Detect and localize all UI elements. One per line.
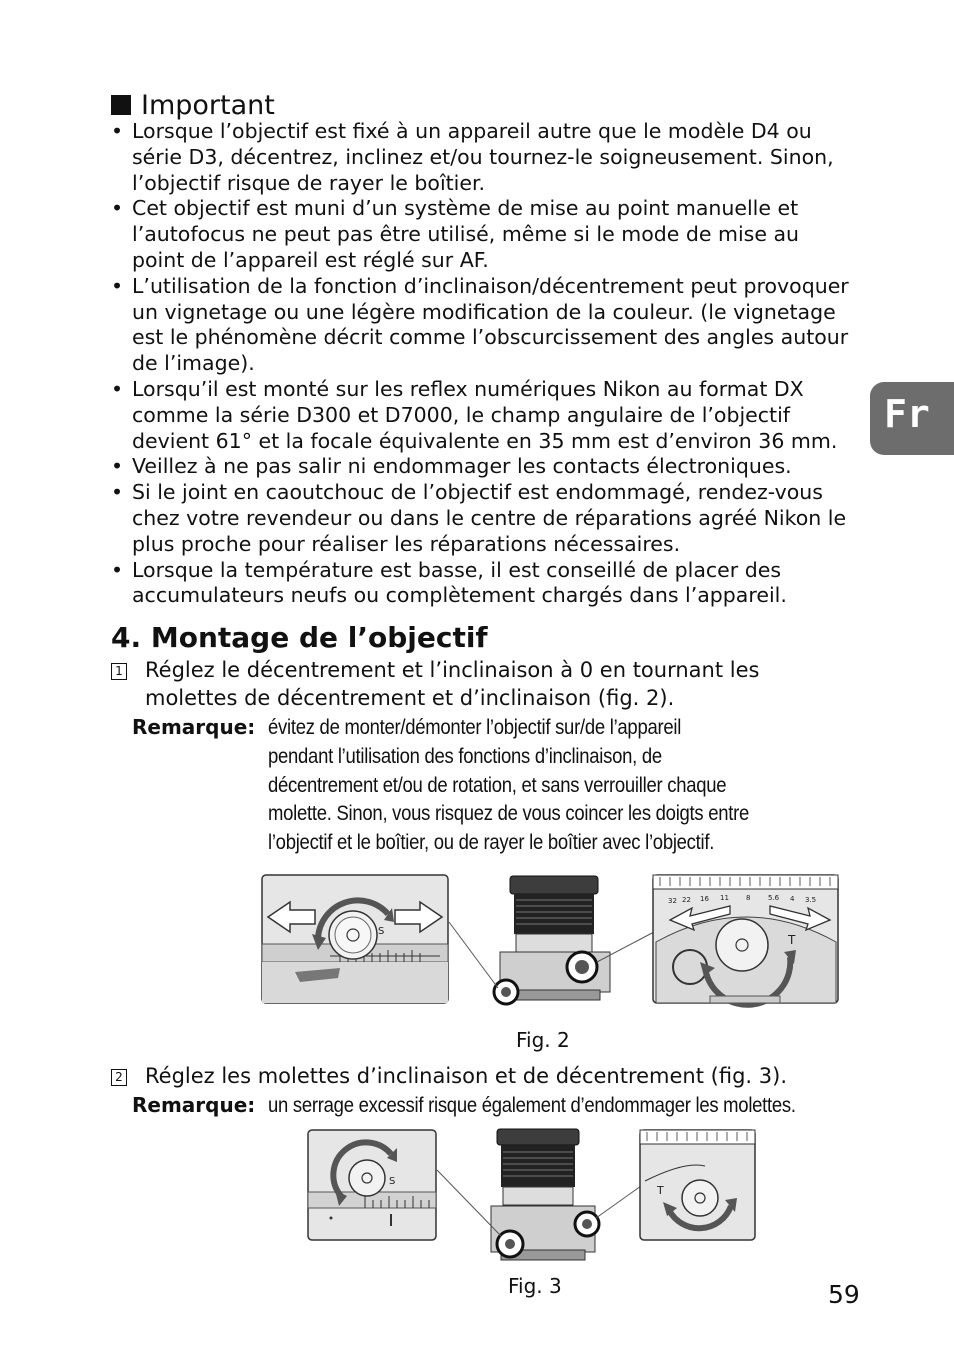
fig2-scale-number: 3.5 [805,896,817,904]
important-title: Important [141,90,275,121]
fig2-scale-number: 16 [700,895,709,903]
fig2-tilt-knob-panel [653,875,838,1005]
fig2-scale-number: 32 [668,897,677,905]
step1-remark-label: Remarque: [132,715,256,739]
fig2-lens [449,876,654,1004]
step1-remark-line: décentrement et/ou de rotation, et sans verrouiller chaque [268,774,727,797]
fig3-tilt-letter: T [657,1184,664,1197]
important-bullet-list [111,119,851,609]
black-square-icon [111,95,131,115]
fig3-lens [437,1129,641,1260]
language-tab [870,382,954,455]
fig2-scale-number: 5.6 [768,894,780,902]
fig2-illustration [260,872,842,1008]
step2-line-post: ). [772,1064,787,1088]
section-title: 4. Montage de l’objectif [111,621,488,654]
fig3-reference: fig. 3 [718,1064,773,1088]
fig2-scale-number: 8 [746,894,751,902]
fig2-caption: Fig. 2 [516,1028,570,1052]
step-number-2: 2 [111,1069,127,1086]
fig3-caption: Fig. 3 [508,1274,562,1298]
fig2-scale-number: 22 [682,896,691,904]
bullet-item: • Veillez à ne pas salir ni endommager les contacts électroniques. [111,454,851,480]
step1-remark-line: molette. Sinon, vous risquez de vous coincer les doigts entre [268,802,750,825]
step2-line [145,1062,787,1090]
page-number: 59 [828,1280,860,1309]
fig3-illustration [305,1126,759,1270]
step2-remark-text: un serrage excessif risque également d’endommager les molettes. [268,1094,796,1117]
bullet-item: • L’utilisation de la fonction d’inclinaison/décentrement peut provoquer un vignetage ou une légère modification de la couleur. (le vignetage est le phénomène décrit comme l’obscurcissement des angles autour de l’image). [111,274,851,377]
step1-line2 [145,684,674,712]
fig2-shift-knob-panel [262,875,448,1003]
step2-line-pre: Réglez les molettes d’inclinaison et de décentrement ( [145,1064,719,1088]
fig3-shift-letter: S [389,1176,396,1187]
language-tab-label: Fr [884,392,930,436]
step1-remark-line: l’objectif et le boîtier, ou de rayer le boîtier avec l’objectif. [268,831,715,854]
step1-line1: Réglez le décentrement et l’inclinaison à 0 en tournant les [145,658,760,682]
fig2-tilt-letter: T [788,933,796,947]
step1-line2-pre: molettes de décentrement et d’inclinaison ( [145,686,607,710]
step2-remark-label: Remarque: [132,1093,256,1117]
fig2-scale-number: 11 [720,894,729,902]
fig3-tilt-knob-panel [640,1130,755,1240]
step1-line2-post: ). [659,686,675,710]
fig2-shift-letter: S [378,926,385,937]
step1-remark-line: pendant l’utilisation des fonctions d’inclinaison, de [268,745,662,768]
fig3-shift-knob-panel [308,1130,436,1240]
bullet-item: • Lorsque l’objectif est fixé à un appareil autre que le modèle D4 ou série D3, décentrez, inclinez et/ou tournez-le soigneusement. Sinon, l’objectif risque de rayer le boîtier. [111,119,851,196]
bullet-item: • Si le joint en caoutchouc de l’objectif est endommagé, rendez-vous chez votre revendeur ou dans le centre de réparations agréé Nikon le plus proche pour réaliser les réparations nécessaires. [111,480,851,557]
step-number-1: 1 [111,663,127,680]
bullet-item: • Lorsque la température est basse, il est conseillé de placer des accumulateurs neufs ou complètement chargés dans l’appareil. [111,558,851,610]
fig2-scale-number: 4 [790,895,795,903]
bullet-item: • Cet objectif est muni d’un système de mise au point manuelle et l’autofocus ne peut pas être utilisé, même si le mode de mise au point de l’appareil est réglé sur AF. [111,196,851,273]
step1-remark-line: évitez de monter/démonter l’objectif sur/de l’appareil [268,716,682,739]
fig2-reference: fig. 2 [606,686,660,710]
bullet-item: • Lorsqu’il est monté sur les reflex numériques Nikon au format DX comme la série D300 et D7000, le champ angulaire de l’objectif devient 61° et la focale équivalente en 35 mm est d’environ 36 mm. [111,377,851,454]
